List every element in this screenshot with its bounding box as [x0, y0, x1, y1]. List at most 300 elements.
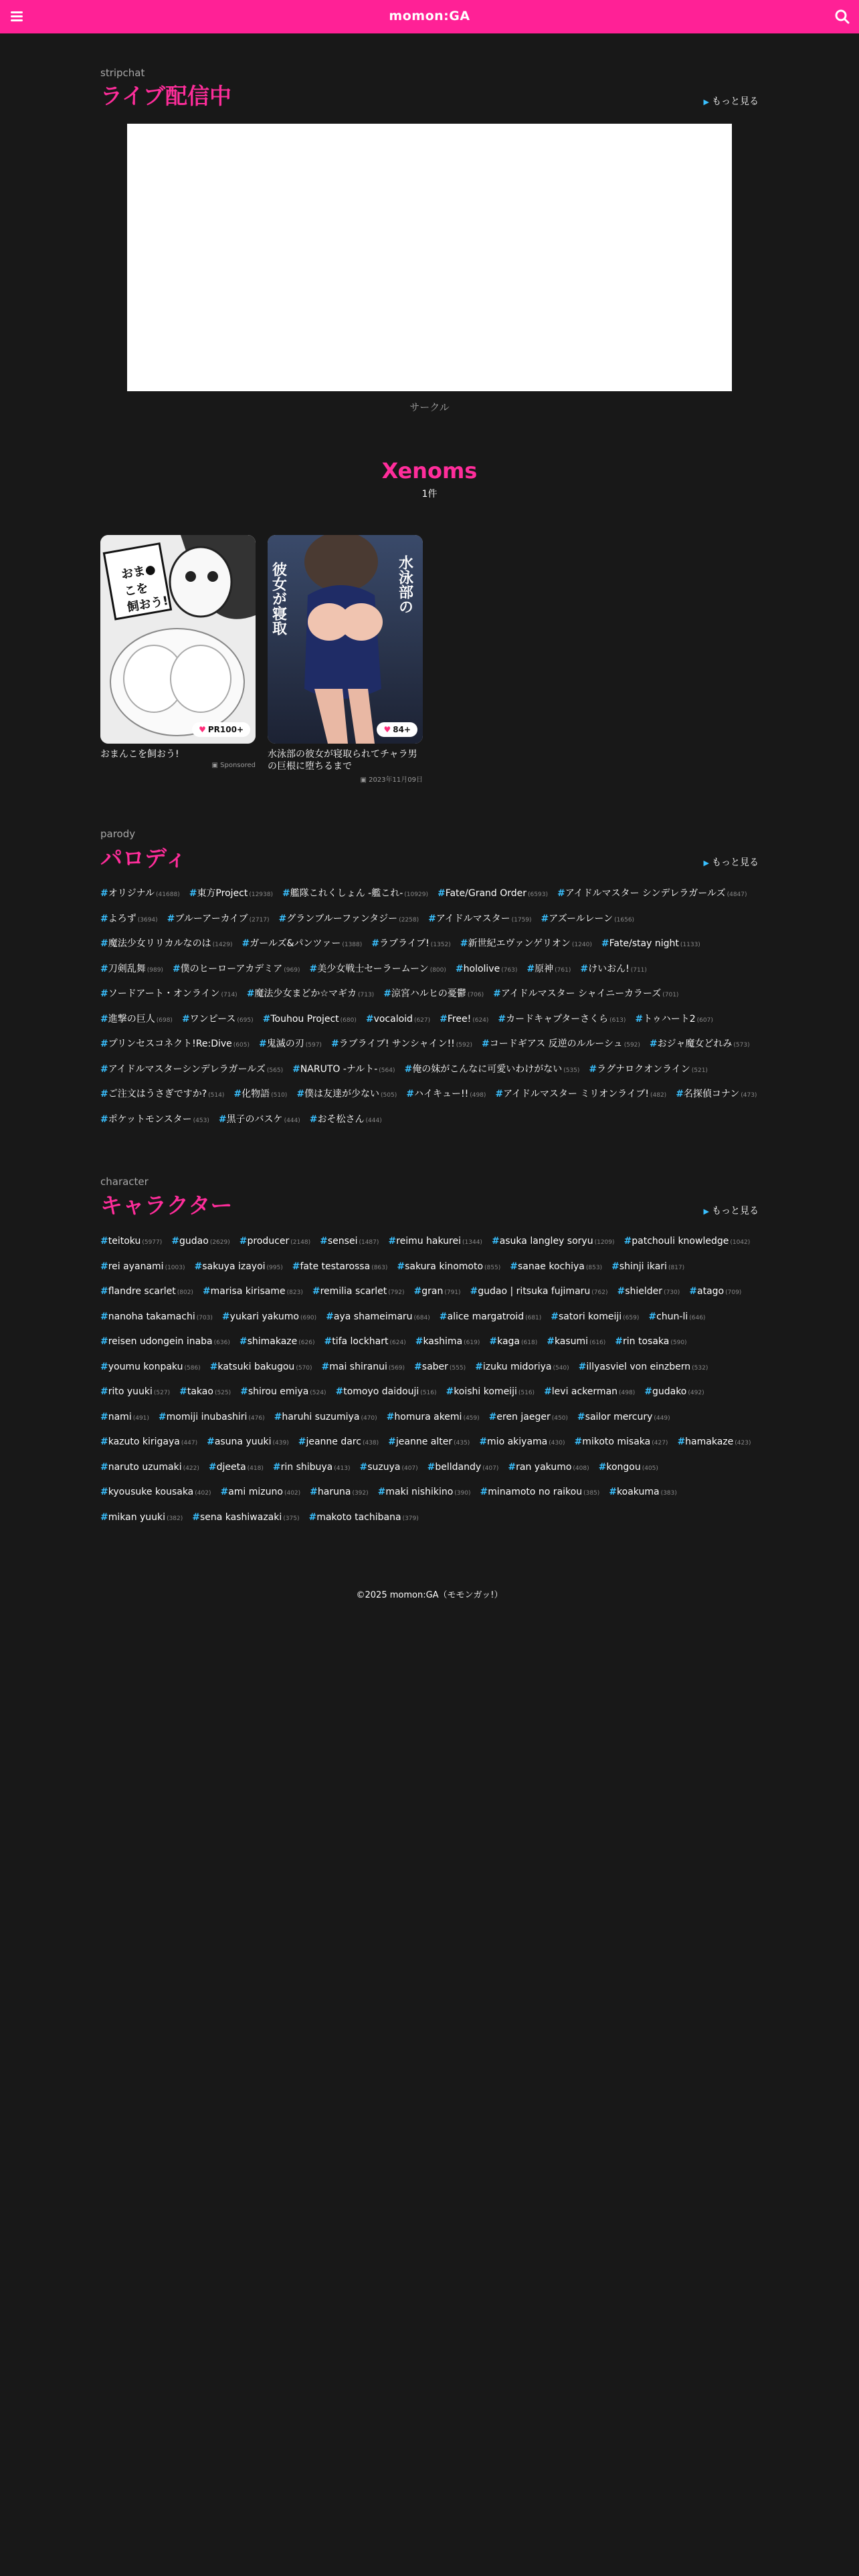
hash-icon: #: [557, 888, 565, 899]
hash-icon: #: [335, 1386, 344, 1397]
tag-count: (626): [298, 1339, 315, 1346]
hash-icon: #: [179, 1386, 187, 1397]
tag-name: sanae kochiya: [517, 1261, 585, 1272]
character-tag[interactable]: [599, 1455, 658, 1481]
character-tag-list: [100, 1229, 759, 1530]
character-tag[interactable]: [677, 1430, 751, 1455]
character-tag[interactable]: [510, 1255, 602, 1280]
character-tag[interactable]: [397, 1255, 500, 1280]
character-tag[interactable]: [240, 1329, 315, 1355]
tag-count: (473): [741, 1092, 757, 1099]
character-tag[interactable]: [179, 1380, 231, 1405]
character-tag[interactable]: [492, 1229, 615, 1255]
tag-name: kashima: [423, 1336, 463, 1347]
tag-count: (2629): [209, 1239, 230, 1246]
tag-count: (449): [654, 1414, 670, 1422]
character-tag[interactable]: [470, 1279, 608, 1305]
character-tag[interactable]: [378, 1480, 471, 1505]
character-tag[interactable]: [427, 1455, 499, 1481]
tag-count: (2258): [399, 916, 419, 924]
tag-count: (532): [692, 1364, 708, 1372]
tag-name: rei ayanami: [108, 1261, 164, 1272]
character-tag[interactable]: [324, 1329, 405, 1355]
tag-count: (392): [352, 1490, 369, 1497]
character-tag[interactable]: [388, 1229, 482, 1255]
character-tag[interactable]: [240, 1229, 310, 1255]
tag-count: (714): [221, 992, 237, 998]
tag-name: haruhi suzumiya: [282, 1411, 360, 1422]
hash-icon: #: [100, 1286, 108, 1297]
parody-tag[interactable]: [233, 1082, 287, 1107]
character-tag[interactable]: [320, 1229, 379, 1255]
character-tag[interactable]: [547, 1329, 605, 1355]
character-tag[interactable]: [480, 1480, 600, 1505]
character-tag[interactable]: [544, 1380, 635, 1405]
tag-name: おジャ魔女どれみ: [657, 1039, 733, 1049]
character-more-link[interactable]: ▶ もっと見る: [703, 1206, 759, 1216]
parody-tag[interactable]: [482, 1032, 640, 1057]
tag-name: atago: [697, 1286, 725, 1297]
like-badge: ♥ 84+: [377, 722, 417, 737]
character-tag[interactable]: [446, 1380, 535, 1405]
character-tag[interactable]: [171, 1229, 229, 1255]
character-tag[interactable]: [209, 1455, 264, 1481]
tag-name: 美少女戦士セーラームーン: [317, 963, 429, 974]
tag-name: 鬼滅の刃: [266, 1039, 304, 1049]
hash-icon: #: [635, 1013, 644, 1025]
tag-count: (618): [521, 1339, 538, 1346]
parody-tag[interactable]: [383, 982, 484, 1007]
tag-name: sakuya izayoi: [202, 1261, 266, 1272]
hash-icon: #: [100, 1236, 108, 1247]
parody-tag[interactable]: [259, 1032, 322, 1057]
hash-icon: #: [292, 1261, 300, 1272]
hash-icon: #: [475, 1361, 483, 1372]
hash-icon: #: [609, 1487, 617, 1497]
character-tag[interactable]: [359, 1455, 417, 1481]
character-tag[interactable]: [322, 1355, 405, 1380]
hash-icon: #: [330, 1039, 339, 1049]
character-tag[interactable]: [100, 1279, 193, 1305]
character-tag[interactable]: [609, 1480, 676, 1505]
character-tag[interactable]: [292, 1255, 388, 1280]
tag-count: (616): [589, 1339, 606, 1346]
character-tag[interactable]: [100, 1405, 149, 1430]
parody-tag[interactable]: [495, 1082, 666, 1107]
tag-count: (564): [379, 1067, 395, 1074]
tag-name: Free!: [447, 1013, 472, 1025]
hash-icon: #: [326, 1311, 334, 1322]
work-thumbnail[interactable]: [268, 535, 423, 744]
tag-name: 原神: [535, 963, 554, 974]
tag-name: makoto tachibana: [316, 1511, 401, 1523]
tag-count: (791): [444, 1289, 461, 1296]
parody-tag[interactable]: [100, 1057, 283, 1083]
tag-name: アイドルマスターシンデレラガールズ: [108, 1063, 266, 1075]
character-tag[interactable]: [617, 1279, 680, 1305]
parody-tag[interactable]: [589, 1057, 708, 1083]
tag-count: (1759): [511, 916, 532, 924]
hash-icon: #: [404, 1063, 413, 1075]
parody-tag[interactable]: [650, 1032, 750, 1057]
tag-name: おそ松さん: [317, 1113, 365, 1125]
tag-count: (605): [233, 1042, 250, 1049]
character-tag[interactable]: [579, 1355, 708, 1380]
hash-icon: #: [100, 1436, 108, 1447]
footer-copyright: ©2025 momon:GA（モモンガッ!）: [356, 1590, 503, 1600]
tag-count: (730): [664, 1289, 680, 1296]
tag-count: (863): [371, 1264, 388, 1271]
character-tag[interactable]: [440, 1305, 542, 1330]
character-tag[interactable]: [100, 1480, 211, 1505]
hash-icon: #: [577, 1411, 585, 1422]
tag-name: ソードアート・オンライン: [108, 988, 220, 999]
tag-count: (761): [555, 966, 571, 974]
tag-name: producer: [247, 1236, 290, 1247]
tag-count: (624): [472, 1016, 489, 1024]
tag-name: ami mizuno: [228, 1487, 283, 1497]
hash-icon: #: [611, 1261, 619, 1272]
tag-name: コードギアス 反逆のルルーシュ: [489, 1039, 623, 1049]
tag-name: izuku midoriya: [482, 1361, 552, 1372]
tag-name: アイドルマスター シャイニーカラーズ: [500, 988, 662, 999]
tag-name: ワンピース: [189, 1013, 236, 1025]
tag-count: (636): [213, 1339, 230, 1346]
character-tag[interactable]: [387, 1405, 480, 1430]
character-tag[interactable]: [577, 1405, 670, 1430]
parody-tag[interactable]: [541, 907, 635, 932]
character-tag[interactable]: [222, 1305, 316, 1330]
character-tag[interactable]: [100, 1305, 213, 1330]
tag-count: (855): [484, 1264, 501, 1271]
hash-icon: #: [172, 963, 181, 974]
character-tag[interactable]: [615, 1329, 686, 1355]
tag-name: illyasviel von einzbern: [586, 1361, 691, 1372]
tag-count: (995): [266, 1264, 283, 1271]
tag-count: (435): [454, 1440, 470, 1446]
tag-name: rin tosaka: [623, 1336, 670, 1347]
tag-name: suzuya: [367, 1461, 401, 1473]
tag-name: Fate/Grand Order: [445, 888, 527, 899]
tag-name: 艦隊これくしょん -艦これ-: [290, 888, 403, 899]
tag-name: katsuki bakugou: [217, 1361, 295, 1372]
tag-name: eren jaeger: [496, 1411, 551, 1422]
character-tag[interactable]: [479, 1430, 565, 1455]
tag-count: (802): [177, 1289, 193, 1296]
hash-icon: #: [181, 1013, 190, 1025]
parody-tag[interactable]: [292, 1057, 395, 1083]
tag-name: haruna: [317, 1487, 351, 1497]
hash-icon: #: [309, 1113, 318, 1125]
tag-name: teitoku: [108, 1236, 141, 1247]
character-tag[interactable]: [414, 1355, 466, 1380]
tag-name: ラグナロクオンライン: [597, 1063, 690, 1075]
hash-icon: #: [547, 1336, 555, 1347]
character-tag[interactable]: [508, 1455, 589, 1481]
parody-tag[interactable]: [100, 1107, 209, 1133]
parody-tag[interactable]: [366, 1007, 430, 1033]
tag-count: (427): [652, 1440, 668, 1446]
character-tag[interactable]: [273, 1455, 351, 1481]
heart-icon: ♥: [383, 725, 391, 734]
character-tag[interactable]: [240, 1380, 326, 1405]
parody-tag[interactable]: [498, 1007, 626, 1033]
tag-count: (1003): [165, 1264, 185, 1271]
hash-icon: #: [617, 1286, 626, 1297]
tag-count: (853): [585, 1264, 603, 1271]
tag-name: kyousuke kousaka: [108, 1487, 194, 1497]
character-tag[interactable]: [689, 1279, 741, 1305]
parody-tag[interactable]: [428, 907, 531, 932]
parody-tag[interactable]: [100, 907, 158, 932]
character-tag[interactable]: [388, 1430, 470, 1455]
parody-tag[interactable]: [580, 957, 647, 982]
character-tag[interactable]: [308, 1505, 418, 1531]
tag-name: NARUTO -ナルト-: [300, 1063, 378, 1075]
tag-name: mai shiranui: [329, 1361, 387, 1372]
tag-name: tifa lockhart: [332, 1336, 389, 1347]
character-tag[interactable]: [312, 1279, 405, 1305]
tag-count: (555): [449, 1364, 466, 1372]
site-logo[interactable]: momon:GA: [389, 9, 470, 23]
character-tag[interactable]: [210, 1355, 312, 1380]
tag-count: (41688): [156, 891, 180, 898]
hash-icon: #: [397, 1261, 405, 1272]
parody-tag[interactable]: [242, 932, 363, 957]
hash-icon: #: [388, 1236, 397, 1247]
tag-name: gudako: [652, 1386, 687, 1397]
tag-name: 魔法少女リリカルなのは: [108, 938, 211, 949]
tag-count: (573): [733, 1042, 750, 1049]
tag-count: (586): [184, 1364, 201, 1372]
tag-count: (800): [430, 966, 446, 974]
character-tag[interactable]: [298, 1430, 379, 1455]
tag-count: (407): [482, 1465, 499, 1472]
parody-tag[interactable]: [100, 881, 180, 907]
character-tag[interactable]: [475, 1355, 569, 1380]
parody-tag[interactable]: [296, 1082, 397, 1107]
character-tag[interactable]: [489, 1405, 568, 1430]
character-tag[interactable]: [326, 1305, 430, 1330]
tag-name: ハイキュー!!: [413, 1089, 469, 1099]
character-tag[interactable]: [100, 1430, 197, 1455]
character-tag[interactable]: [274, 1405, 377, 1430]
hash-icon: #: [100, 1511, 108, 1523]
parody-tag[interactable]: [167, 907, 270, 932]
hash-icon: #: [100, 1039, 108, 1049]
tag-count: (763): [501, 966, 518, 974]
tag-count: (624): [389, 1339, 406, 1346]
work-title[interactable]: おまんこを飼おう!: [100, 749, 179, 760]
tag-count: (703): [196, 1314, 213, 1321]
parody-tag[interactable]: [282, 881, 428, 907]
tag-name: アイドルマスター ミリオンライブ!: [503, 1089, 649, 1099]
sponsored-label: ▣ Sponsored: [211, 762, 256, 769]
parody-tag[interactable]: [189, 881, 273, 907]
hash-icon: #: [470, 1286, 478, 1297]
tag-count: (10929): [404, 891, 428, 898]
parody-tag[interactable]: [460, 932, 592, 957]
parody-tag[interactable]: [279, 907, 419, 932]
hash-icon: #: [388, 1436, 396, 1447]
parody-tag[interactable]: [100, 1082, 224, 1107]
character-tag[interactable]: [100, 1355, 201, 1380]
tag-name: 新世紀エヴァンゲリオン: [468, 938, 571, 949]
hash-icon: #: [278, 913, 287, 924]
tag-name: 進撃の巨人: [108, 1013, 155, 1025]
hash-icon: #: [624, 1236, 632, 1247]
hash-icon: #: [239, 1236, 248, 1247]
hash-icon: #: [648, 1311, 657, 1322]
tag-count: (701): [662, 992, 679, 998]
parody-section-title: パロディ: [100, 845, 187, 871]
hash-icon: #: [100, 1336, 108, 1347]
hash-icon: #: [167, 913, 175, 924]
caret-right-icon: ▶: [703, 98, 709, 106]
hash-icon: #: [676, 1089, 684, 1099]
tag-count: (385): [583, 1490, 600, 1497]
character-tag[interactable]: [100, 1255, 185, 1280]
parody-tag[interactable]: [456, 957, 518, 982]
hash-icon: #: [272, 1461, 281, 1473]
tag-count: (1209): [594, 1239, 615, 1246]
parody-tag[interactable]: [100, 982, 237, 1007]
tag-count: (405): [642, 1465, 658, 1472]
tag-name: levi ackerman: [551, 1386, 618, 1397]
tag-count: (402): [195, 1490, 211, 1497]
heart-icon: ♥: [199, 725, 206, 734]
hash-icon: #: [498, 1013, 506, 1025]
character-tag[interactable]: [624, 1229, 751, 1255]
tag-name: satori komeiji: [559, 1311, 622, 1322]
parody-tag[interactable]: [493, 982, 678, 1007]
hash-icon: #: [574, 1436, 583, 1447]
character-tag[interactable]: [207, 1430, 289, 1455]
hash-icon: #: [413, 1286, 422, 1297]
parody-tag[interactable]: [438, 881, 548, 907]
live-more-link[interactable]: ▶ もっと見る: [703, 96, 759, 107]
parody-tag[interactable]: [100, 1032, 250, 1057]
parody-tag[interactable]: [173, 957, 300, 982]
tag-count: (1042): [730, 1239, 751, 1246]
parody-tag[interactable]: [100, 932, 233, 957]
work-thumbnail[interactable]: [100, 535, 256, 744]
parody-tag[interactable]: [440, 1007, 488, 1033]
tag-name: jeanne alter: [395, 1436, 453, 1447]
live-stream-embed[interactable]: [127, 124, 732, 391]
character-tag[interactable]: [335, 1380, 436, 1405]
parody-tag[interactable]: [527, 957, 571, 982]
character-tag[interactable]: [192, 1505, 299, 1531]
parody-tag[interactable]: [100, 957, 163, 982]
parody-tag[interactable]: [100, 1007, 173, 1033]
tag-count: (6593): [528, 891, 548, 898]
character-tag[interactable]: [100, 1455, 199, 1481]
tag-name: shirou emiya: [248, 1386, 309, 1397]
hash-icon: #: [578, 1361, 587, 1372]
parody-tag[interactable]: [219, 1107, 300, 1133]
parody-tag[interactable]: [331, 1032, 472, 1057]
parody-tag[interactable]: [404, 1057, 579, 1083]
like-badge: ♥ PR100+: [192, 722, 250, 737]
parody-tag[interactable]: [309, 957, 446, 982]
character-tag[interactable]: [220, 1480, 300, 1505]
character-tag[interactable]: [203, 1279, 303, 1305]
parody-tag[interactable]: [406, 1082, 486, 1107]
character-tag[interactable]: [644, 1380, 704, 1405]
character-tag[interactable]: [100, 1380, 170, 1405]
parody-tag[interactable]: [182, 1007, 254, 1033]
character-tag[interactable]: [100, 1505, 183, 1531]
tag-name: yukari yakumo: [229, 1311, 299, 1322]
tag-count: (989): [147, 966, 163, 974]
parody-tag[interactable]: [247, 982, 375, 1007]
hash-icon: #: [292, 1063, 300, 1075]
hash-icon: #: [440, 1013, 448, 1025]
character-tag[interactable]: [574, 1430, 668, 1455]
hash-icon: #: [446, 1386, 454, 1397]
character-tag[interactable]: [159, 1405, 265, 1430]
hash-icon: #: [100, 988, 108, 999]
svg-text:飼おう!: 飼おう!: [126, 593, 170, 615]
hash-icon: #: [100, 1461, 108, 1473]
hash-icon: #: [601, 938, 609, 949]
tag-name: jeanne darc: [306, 1436, 361, 1447]
tag-name: ran yakumo: [516, 1461, 572, 1473]
tag-count: (680): [340, 1016, 357, 1024]
character-tag[interactable]: [648, 1305, 705, 1330]
tag-count: (706): [467, 992, 484, 998]
tag-name: vocaloid: [373, 1013, 413, 1025]
tag-count: (823): [286, 1289, 303, 1296]
character-tag[interactable]: [413, 1279, 460, 1305]
tag-count: (482): [650, 1092, 667, 1099]
tag-count: (402): [284, 1490, 301, 1497]
hash-icon: #: [220, 1487, 229, 1497]
tag-count: (525): [214, 1390, 231, 1396]
parody-tag[interactable]: [557, 881, 747, 907]
parody-tag[interactable]: [635, 1007, 713, 1033]
parody-tag[interactable]: [371, 932, 450, 957]
character-tag[interactable]: [100, 1329, 230, 1355]
tag-count: (590): [670, 1339, 687, 1346]
tag-count: (527): [153, 1390, 171, 1396]
parody-tag[interactable]: [310, 1107, 382, 1133]
tag-count: (2717): [249, 916, 270, 924]
tag-count: (681): [525, 1314, 542, 1321]
character-tag[interactable]: [310, 1480, 368, 1505]
tag-count: (382): [167, 1515, 183, 1522]
search-icon[interactable]: [834, 8, 851, 25]
hash-icon: #: [482, 1039, 490, 1049]
tag-name: momiji inubashiri: [166, 1411, 248, 1422]
parody-tag[interactable]: [676, 1082, 757, 1107]
hash-icon: #: [510, 1261, 518, 1272]
work-title[interactable]: 水泳部の彼女が寝取られてチャラ男の巨根に堕ちるまで: [268, 749, 417, 772]
tag-count: (476): [248, 1414, 265, 1422]
character-tag[interactable]: [611, 1255, 684, 1280]
character-tag[interactable]: [489, 1329, 537, 1355]
character-tag[interactable]: [551, 1305, 639, 1330]
parody-more-link[interactable]: ▶ もっと見る: [703, 857, 759, 868]
character-tag[interactable]: [195, 1255, 283, 1280]
character-tag[interactable]: [415, 1329, 480, 1355]
tag-count: (459): [463, 1414, 480, 1422]
tag-count: (444): [365, 1117, 382, 1124]
parody-tag[interactable]: [601, 932, 700, 957]
parody-tag[interactable]: [263, 1007, 357, 1033]
character-tag[interactable]: [100, 1229, 162, 1255]
